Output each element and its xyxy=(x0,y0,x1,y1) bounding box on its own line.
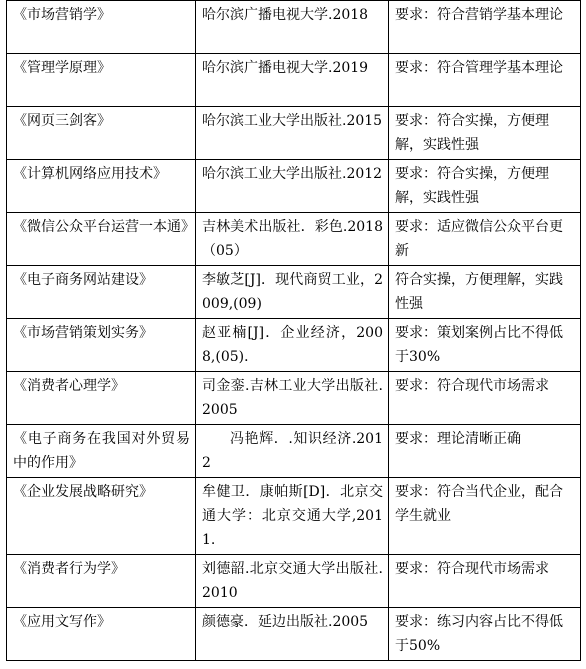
book-title: 《企业发展战略研究》 xyxy=(7,478,196,555)
book-requirement: 要求：练习内容占比不得低于50% xyxy=(389,608,581,661)
table-row xyxy=(7,555,581,608)
book-title: 《市场营销策划实务》 xyxy=(7,319,196,372)
table-row xyxy=(7,425,581,478)
book-requirement: 要求：符合实操，方便理解，实践性强 xyxy=(389,107,581,160)
book-requirement: 要求：符合现代市场需求 xyxy=(389,372,581,425)
table-row xyxy=(7,213,581,266)
table-row xyxy=(7,478,581,555)
table-row xyxy=(7,54,581,107)
book-source: 哈尔滨工业大学出版社.2015 xyxy=(196,107,389,160)
book-source: 刘德韶.北京交通大学出版社.2010 xyxy=(196,555,389,608)
book-title: 《网页三剑客》 xyxy=(7,107,196,160)
table-row xyxy=(7,608,581,661)
booklist-table xyxy=(6,0,581,661)
book-title: 《消费者行为学》 xyxy=(7,555,196,608)
book-requirement: 要求：符合实操，方便理解，实践性强 xyxy=(389,160,581,213)
book-requirement: 要求：符合当代企业，配合学生就业 xyxy=(389,478,581,555)
table-row xyxy=(7,160,581,213)
book-source: 颜德豪．延边出版社.2005 xyxy=(196,608,389,661)
book-source: 李敏芝[J]．现代商贸工业，2009,(09) xyxy=(196,266,389,319)
book-requirement: 要求：策划案例占比不得低于30% xyxy=(389,319,581,372)
book-requirement: 要求：符合管理学基本理论 xyxy=(389,54,581,107)
book-requirement: 要求：符合现代市场需求 xyxy=(389,555,581,608)
book-source: 吉林美术出版社．彩色.2018（05） xyxy=(196,213,389,266)
book-source: 哈尔滨广播电视大学.2019 xyxy=(196,54,389,107)
table-row xyxy=(7,1,581,54)
book-requirement: 要求：符合营销学基本理论 xyxy=(389,1,581,54)
book-requirement: 符合实操，方便理解，实践性强 xyxy=(389,266,581,319)
book-source: 哈尔滨工业大学出版社.2012 xyxy=(196,160,389,213)
book-source: 赵亚楠[J]．企业经济，2008,(05)． xyxy=(196,319,389,372)
book-source: 冯艳辉．.知识经济.2012 xyxy=(196,425,389,478)
table-row xyxy=(7,107,581,160)
table-row xyxy=(7,266,581,319)
book-title: 《微信公众平台运营一本通》 xyxy=(7,213,196,266)
book-title: 《消费者心理学》 xyxy=(7,372,196,425)
book-title: 《计算机网络应用技术》 xyxy=(7,160,196,213)
book-title: 《管理学原理》 xyxy=(7,54,196,107)
table-row xyxy=(7,372,581,425)
book-source: 牟健卫．康帕斯[D]．北京交通大学：北京交通大学,2011. xyxy=(196,478,389,555)
book-title: 《电子商务网站建设》 xyxy=(7,266,196,319)
table-row xyxy=(7,319,581,372)
book-source: 司金銮.吉林工业大学出版社.2005 xyxy=(196,372,389,425)
book-title: 《市场营销学》 xyxy=(7,1,196,54)
book-source: 哈尔滨广播电视大学.2018 xyxy=(196,1,389,54)
book-requirement: 要求：理论清晰正确 xyxy=(389,425,581,478)
book-requirement: 要求：适应微信公众平台更新 xyxy=(389,213,581,266)
book-title: 《应用文写作》 xyxy=(7,608,196,661)
book-title: 《电子商务在我国对外贸易中的作用》 xyxy=(7,425,196,478)
